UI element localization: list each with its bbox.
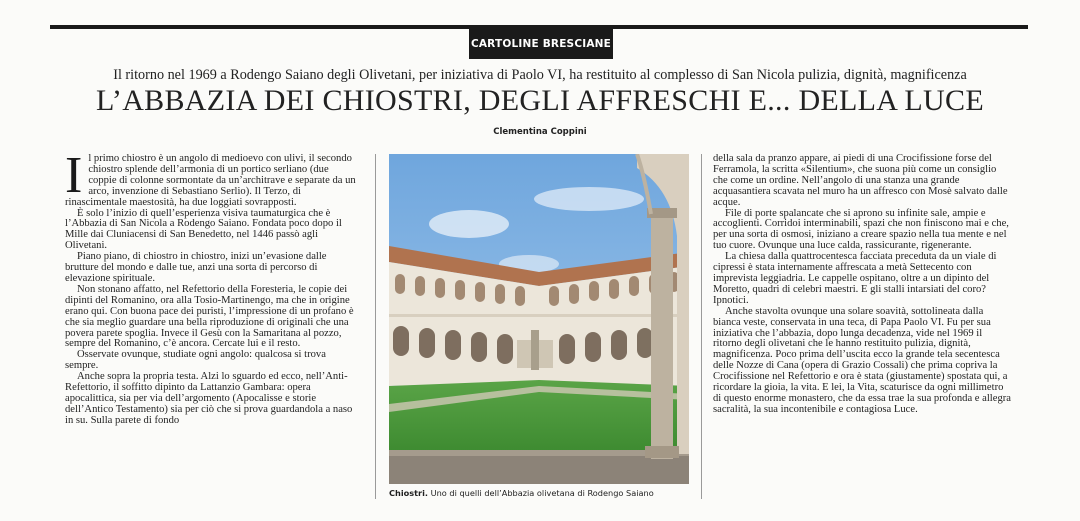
- column-divider: [701, 154, 702, 499]
- caption-text: Uno di quelli dell’Abbazia olivetana di Rodengo Saiano: [428, 488, 654, 498]
- paragraph: Anche sopra la propria testa. Alzi lo sguardo ed ecco, nell’Anti-Refettorio, il soffitto dipinto da Lattanzio Gambara: opera apocalittica, sia per via dell’argomento (Apocalisse e storie dell’Antico Testamento) sia per ciò che si prova guardandola a naso in su. Sulla parete di fondo: [65, 371, 353, 426]
- column-divider: [375, 154, 376, 499]
- paragraph: La chiesa dalla quattrocentesca facciata preceduta da un viale di cipressi è stata internamente affrescata a metà Settecento con imprevista leggiadria. Le cappelle ospitano, oltre a un dipinto del Moretto, quadri di celebri maestri. E gli stalli intarsiati del coro? Ipnotici.: [713, 251, 997, 306]
- paragraph: È solo l’inizio di quell’esperienza visiva taumaturgica che è l’Abbazia di San Nicola a Rodengo Saiano. Fondata poco dopo il Mille dai Cluniacensi di San Benedetto, nel 1446 passò agli Olivetani.: [65, 207, 342, 252]
- paragraph: File di porte spalancate che si aprono su infinite sale, ampie e accoglienti. Corridoi interminabili, spazi che non finiscono mai e che, per una sorta di osmosi, iniziano a creare spazio nella tua mente e nel tuo cuore. Ovunque una luce calda, rassicurante, rigenerante.: [713, 207, 1009, 252]
- drop-cap: I: [65, 147, 83, 204]
- paragraph: Piano piano, di chiostro in chiostro, inizi un’evasione dalle brutture del mondo e dalle tue, anzi una sorta di percorso di elevazione spirituale.: [65, 251, 327, 284]
- paragraph: l primo chiostro è un angolo di medioevo con ulivi, il secondo chiostro splende dell’armonia di un portico serliano (due coppie di colonne sormontate da un’architrave e separate da un arco, invenzione di Sebastiano Serlio). Il Terzo, di rinascimentale maestosità, ha due loggiati sovrapposti.: [65, 153, 356, 208]
- text-column-right: [713, 154, 1013, 416]
- article-byline: Clementina Coppini: [493, 127, 587, 137]
- paragraph: Non stonano affatto, nel Refettorio della Foresteria, le copie dei dipinti del Romanino, ora alla Tosio-Martinengo, ma che in origine erano qui. Con buona pace dei puristi, l’impressione di un profano è che sia meglio guardare una bella riproduzione di originali che una povera parete spoglia. Invece il Gesù con la Samaritana al pozzo, sempre del Romanino, c’è ancora. Cercate lui e il resto.: [65, 283, 354, 350]
- caption-lead: Chiostri.: [389, 488, 429, 498]
- text-column-left: [65, 147, 357, 427]
- article-headline: L’ABBAZIA DEI CHIOSTRI, DEGLI AFFRESCHI E... DELLA LUCE: [96, 84, 984, 117]
- photo-caption: [389, 488, 689, 498]
- paragraph: Osservate ovunque, studiate ogni angolo: qualcosa si trova sempre.: [65, 349, 326, 372]
- cloister-photo: [389, 154, 689, 484]
- section-tag: CARTOLINE BRESCIANE: [469, 29, 613, 59]
- paragraph: della sala da pranzo appare, ai piedi di una Crocifissione forse del Ferramola, la scritta «Silentium», che suona più come un consiglio che come un ordine. Nell’angolo di una stanza una grande acquasantiera scavata nel muro ha un affresco con Mosè salvato dalle acque.: [713, 153, 1008, 208]
- paragraph: Anche stavolta ovunque una solare soavità, sottolineata dalla bianca veste, conservata in una teca, di Papa Paolo VI. Fu per sua iniziativa che l’abbazia, dopo lunga decadenza, vide nel 1969 il ritorno degli olivetani che le hanno restituito pulizia, dignità, magnificenza. Poco prima dell’uscita ecco la grande tela secentesca delle Nozze di Cana (opera di Grazio Cossali) che prima copriva la Crocifissione nel Refettorio e ora è stata (giustamente) spostata qui, a ricordare la gioia, la vita. E lei, la Vita, scaturisce da ogni millimetro di questo enorme monastero, che da essa trae la sua profonda e allegra sacralità, la sua incontenibile e contagiosa Luce.: [713, 305, 1011, 415]
- article-subhead: Il ritorno nel 1969 a Rodengo Saiano degli Olivetani, per iniziativa di Paolo VI, ha restituito al complesso di San Nicola pulizia, dignità, magnificenza: [113, 67, 967, 83]
